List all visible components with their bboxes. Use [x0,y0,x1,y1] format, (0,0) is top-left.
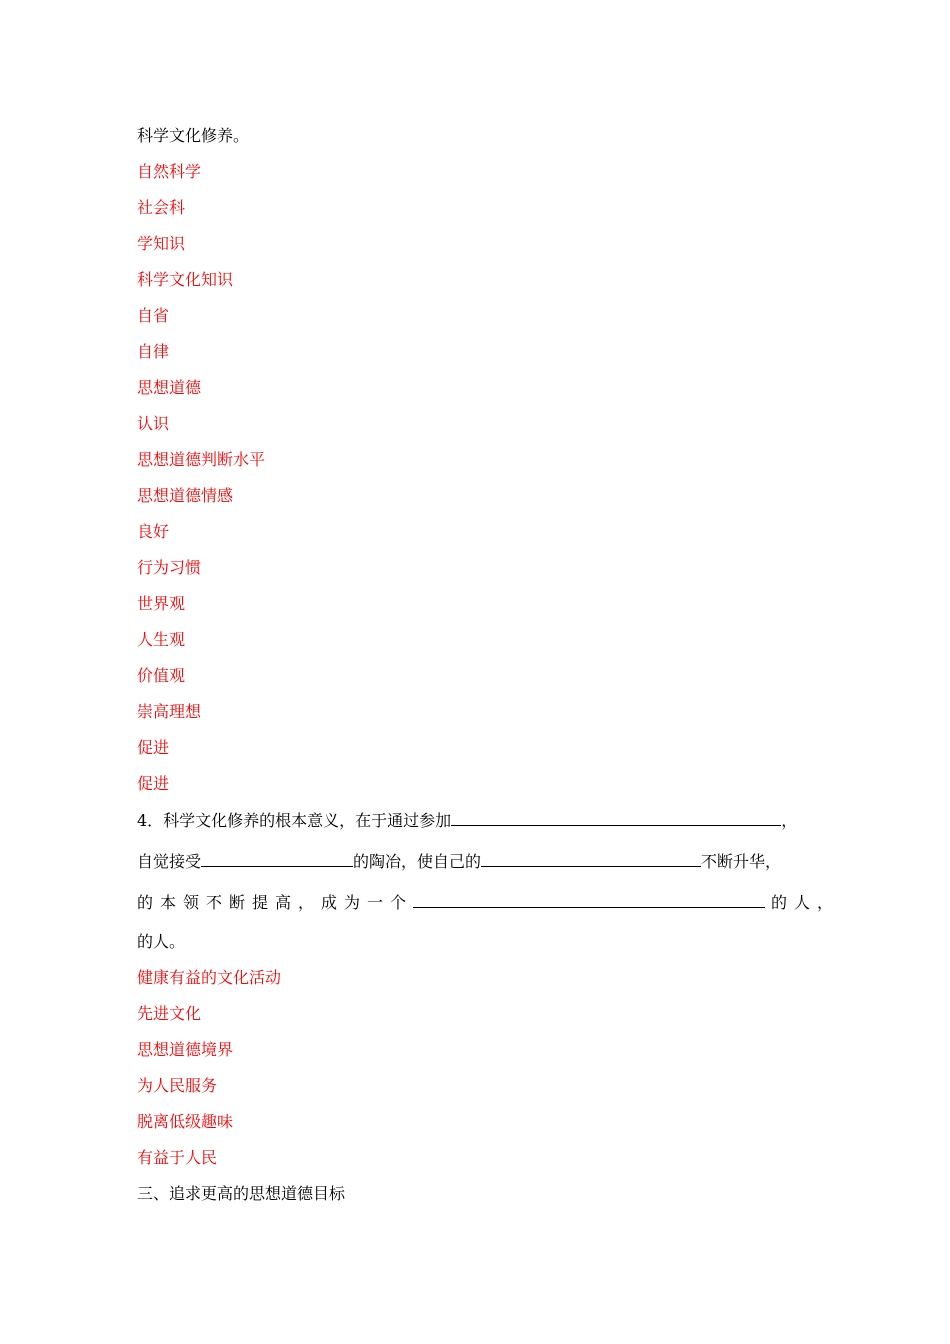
answer-item: 崇高理想 [137,702,202,721]
answer-item: 人生观 [137,630,186,649]
answer-item: 思想道德判断水平 [137,450,266,469]
question-4-line-3 [137,891,840,913]
answer-item: 促进 [137,738,170,757]
answer-item: 为人民服务 [137,1076,218,1095]
answer-item: 行为习惯 [137,558,202,577]
question-4-text: 的陶冶，使自己的 [353,852,482,871]
question-4-text: 的本领不断提高，成为一个 [137,893,414,912]
answer-item: 认识 [137,414,170,433]
answer-item: 促进 [137,774,170,793]
blank-line [413,891,765,908]
question-4-line-1 [137,809,797,831]
question-4-line-2 [137,850,781,872]
answer-item: 自然科学 [137,162,202,181]
section-heading: 三、追求更高的思想道德目标 [137,1184,346,1203]
answer-item: 思想道德境界 [137,1040,234,1059]
answer-item: 健康有益的文化活动 [137,968,282,987]
answer-item: 脱离低级趣味 [137,1112,234,1131]
answer-item: 价值观 [137,666,186,685]
blank-line [451,809,781,826]
answer-item: 自律 [137,342,170,361]
answer-item: 社会科 [137,198,186,217]
answer-item: 学知识 [137,234,186,253]
answer-item: 先进文化 [137,1004,202,1023]
answer-item: 良好 [137,522,170,541]
answer-item: 思想道德 [137,378,202,397]
question-4-punct: ， [781,811,798,830]
question-4-text: 自觉接受 [137,852,202,871]
answer-item: 思想道德情感 [137,486,234,505]
blank-line [201,850,353,867]
answer-item: 科学文化知识 [137,270,234,289]
answer-item: 世界观 [137,594,186,613]
question-4-text: 不断升华， [701,852,782,871]
question-4-prefix: 4．科学文化修养的根本意义，在于通过参加 [137,811,452,830]
blank-line [481,850,701,867]
intro-text: 科学文化修养。 [137,126,250,145]
answer-item: 有益于人民 [137,1148,218,1167]
question-4-text: 的人， [771,893,841,912]
question-4-line-4: 的人。 [137,932,186,951]
answer-item: 自省 [137,306,170,325]
